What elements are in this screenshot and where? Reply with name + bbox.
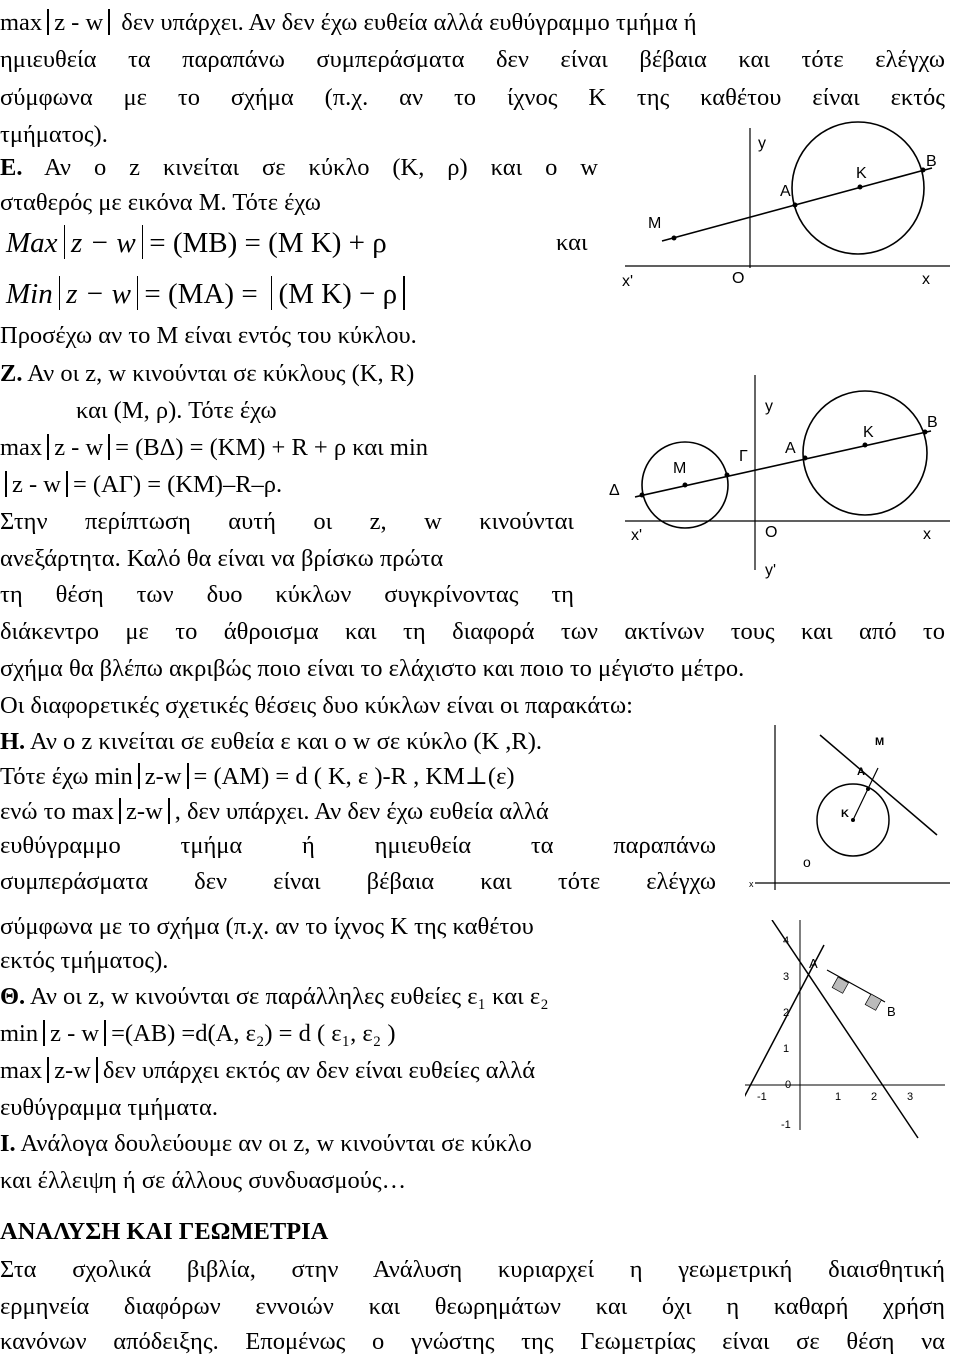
svg-text:-1: -1 <box>781 1119 791 1131</box>
svg-text:A: A <box>809 956 818 971</box>
svg-text:2: 2 <box>871 1091 878 1103</box>
max-formula: Max z − w = (MB) = (M K) + ρ <box>6 227 387 259</box>
text-line: ερμηνεία διαφόρων εννοιών και θεωρημάτων και όχι η καθαρή χρήση <box>0 1293 945 1320</box>
section-i-line: Ι. Ανάλογα δουλεύουμε αν οι z, w κινούνται σε κύκλο <box>0 1130 532 1157</box>
text-line: ημιευθεία τα παραπάνω συμπεράσματα δεν είναι βέβαια και τότε ελέγχω <box>0 46 945 73</box>
text-line: max z-w δεν υπάρχει εκτός αν δεν είναι ευθείες αλλά <box>0 1057 536 1084</box>
svg-text:B: B <box>926 153 937 170</box>
text-line: και έλλειψη ή σε άλλους συνδυασμούς… <box>0 1167 407 1194</box>
svg-text:Γ: Γ <box>739 448 748 465</box>
svg-text:1: 1 <box>783 1043 790 1055</box>
text-line: Στην περίπτωση αυτή οι z, w κινούνται <box>0 508 574 535</box>
text-line: Στα σχολικά βιβλία, στην Ανάλυση κυριαρχεί η γεωμετρική διαισθητική <box>0 1256 945 1283</box>
svg-text:2: 2 <box>783 1007 790 1019</box>
text-line: σταθερός με εικόνα Μ. Τότε έχω <box>0 189 321 216</box>
text-line: συμπεράσματα δεν είναι βέβαια και τότε ελέγχω <box>0 868 716 895</box>
section-h-line: Η. Αν ο z κινείται σε ευθεία ε και ο w σε κύκλο (Κ ,R). <box>0 728 543 755</box>
text-line: κανόνων απόδειξης. Επομένως ο γνώστης της Γεωμετρίας είναι σε θέση να <box>0 1328 945 1355</box>
svg-text:M: M <box>875 736 885 748</box>
svg-text:K: K <box>863 424 874 441</box>
svg-text:K: K <box>856 165 867 182</box>
svg-text:x': x' <box>622 273 634 290</box>
text-line: min z - w =(ΑΒ) =d(Α, ε₂) = d ( ε₁, ε₂ ) <box>0 1020 396 1047</box>
and-word: και <box>556 229 588 256</box>
text-line: ενώ το max z-w , δεν υπάρχει. Αν δεν έχω ευθεία αλλά <box>0 798 549 825</box>
section-e-line: Ε. Αν ο z κινείται σε κύκλο (Κ, ρ) και ο w <box>0 154 598 181</box>
text-line: σύμφωνα με το σχήμα (π.χ. αν το ίχνος Κ της καθέτου είναι εκτός <box>0 84 945 111</box>
text-line: εκτός τμήματος). <box>0 947 169 974</box>
svg-text:3: 3 <box>783 971 790 983</box>
svg-text:y: y <box>758 135 766 152</box>
text-line: ευθύγραμμο τμήμα ή ημιευθεία τα παραπάνω <box>0 832 716 859</box>
svg-text:A: A <box>857 766 865 778</box>
svg-text:0: 0 <box>785 1079 792 1091</box>
text-line: διάκεντρο με το άθροισμα και τη διαφορά των ακτίνων τους και από το <box>0 618 945 645</box>
svg-text:-1: -1 <box>757 1091 767 1103</box>
svg-text:B: B <box>927 414 938 431</box>
svg-text:o: o <box>803 854 811 870</box>
svg-text:M: M <box>648 215 662 232</box>
figure-two-circles <box>595 375 955 590</box>
svg-text:M: M <box>673 460 687 477</box>
svg-text:x: x <box>922 271 930 288</box>
text-line: και (Μ, ρ). Τότε έχω <box>76 397 277 424</box>
text-line: ανεξάρτητα. Καλό θα είναι να βρίσκω πρώτα <box>0 545 444 572</box>
svg-text:3: 3 <box>907 1091 914 1103</box>
svg-text:1: 1 <box>835 1091 842 1103</box>
text-line: σύμφωνα με το σχήμα (π.χ. αν το ίχνος Κ της καθέτου <box>0 913 534 940</box>
svg-text:K: K <box>841 808 849 820</box>
svg-text:x: x <box>749 879 754 889</box>
figure-circle-point <box>610 118 955 298</box>
text-line: z - w = (ΑΓ) = (ΚΜ)–R–ρ. <box>0 470 282 500</box>
section-heading: ΑΝΑΛΥΣΗ ΚΑΙ ΓΕΩΜΕΤΡΙΑ <box>0 1218 329 1245</box>
section-th-line: Θ. Αν οι z, w κινούνται σε παράλληλες ευθείες ε₁ και ε₂ <box>0 983 549 1010</box>
text-line: Οι διαφορετικές σχετικές θέσεις δυο κύκλων είναι οι παρακάτω: <box>0 692 633 719</box>
svg-text:x: x <box>923 526 931 543</box>
text-line: max z - w δεν υπάρχει. Αν δεν έχω ευθεία αλλά ευθύγραμμο τμήμα ή <box>0 9 697 36</box>
text-line: τη θέση των δυο κύκλων συγκρίνοντας τη <box>0 581 574 608</box>
svg-text:4: 4 <box>783 935 790 947</box>
text-line: max z - w = (ΒΔ) = (ΚΜ) + R + ρ και min <box>0 434 429 461</box>
svg-text:A: A <box>780 183 791 200</box>
svg-text:Δ: Δ <box>609 482 620 499</box>
svg-text:A: A <box>785 440 796 457</box>
figure-parallel-lines <box>745 920 945 1140</box>
svg-text:B: B <box>887 1004 896 1019</box>
svg-text:y: y <box>765 398 773 415</box>
svg-text:y': y' <box>765 562 777 579</box>
text-line: ευθύγραμμα τμήματα. <box>0 1094 218 1121</box>
text-line: τμήματος). <box>0 121 108 148</box>
svg-text:O: O <box>765 524 778 541</box>
svg-text:x': x' <box>631 527 643 544</box>
figure-line-circle <box>745 725 955 900</box>
text-line: Τότε έχω min z-w = (ΑΜ) = d ( Κ, ε )-R , ΚΜ⊥(ε) <box>0 763 515 790</box>
text-line: Προσέχω αν το Μ είναι εντός του κύκλου. <box>0 322 417 349</box>
text-line: σχήμα θα βλέπω ακριβώς ποιο είναι το ελάχιστο και ποιο το μέγιστο μέτρο. <box>0 655 745 682</box>
section-z-line: Ζ. Αν οι z, w κινούνται σε κύκλους (Κ, R) <box>0 360 415 387</box>
min-formula: Min z − w = (MA) = (M K) − ρ <box>6 276 411 311</box>
svg-text:O: O <box>732 270 745 287</box>
